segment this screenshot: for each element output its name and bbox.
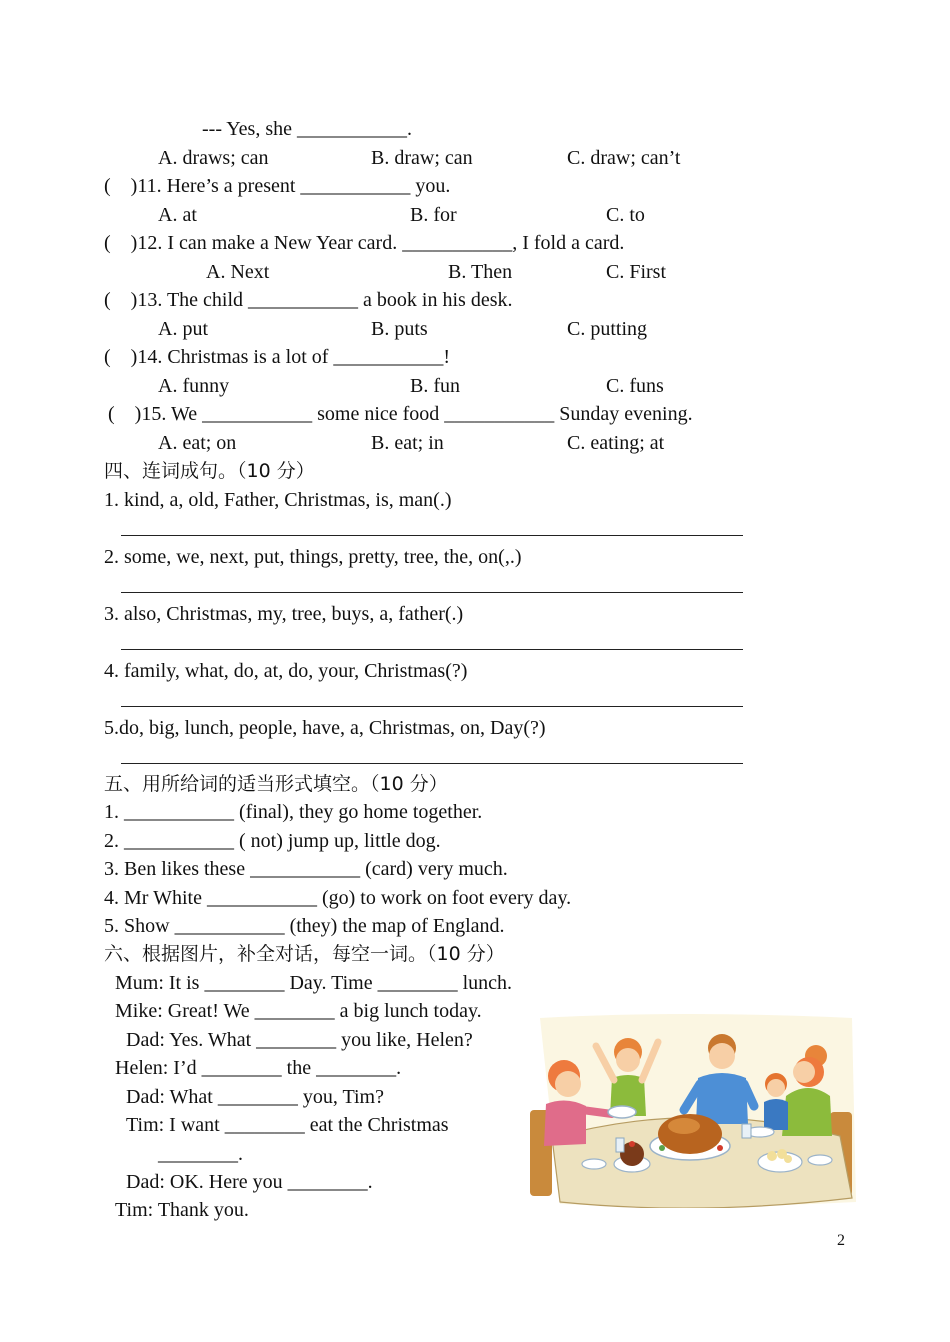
christmas-lunch-illustration [524, 1012, 860, 1208]
q15-option-a: A. eat; on [158, 432, 237, 454]
question-13: ( )13. The child ___________ a book in his desk. [104, 289, 513, 311]
question-12: ( )12. I can make a New Year card. ___________, I fold a card. [104, 232, 625, 254]
q15-option-c: C. eating; at [567, 432, 665, 454]
q14-option-b: B. fun [410, 375, 460, 397]
dialogue-line-3: Dad: Yes. What ________ you like, Helen? [126, 1029, 473, 1051]
section-4-heading: 四、连词成句。（10 分） [104, 460, 315, 482]
answer-line-4[interactable] [121, 706, 743, 707]
q15-option-b: B. eat; in [371, 432, 444, 454]
s4-item-2: 2. some, we, next, put, things, pretty, tree, the, on(,.) [104, 546, 522, 568]
section-5-heading: 五、用所给词的适当形式填空。（10 分） [104, 773, 448, 795]
dialogue-line-1: Mum: It is ________ Day. Time ________ lunch. [115, 972, 513, 994]
dialogue-line-4: Helen: I’d ________ the ________. [115, 1057, 402, 1079]
s5-item-4: 4. Mr White ___________ (go) to work on foot every day. [104, 887, 572, 909]
question-11: ( )11. Here’s a present ___________ you. [104, 175, 451, 197]
s5-item-3: 3. Ben likes these ___________ (card) very much. [104, 858, 508, 880]
answer-line-5[interactable] [121, 763, 743, 764]
dialogue-line-2: Mike: Great! We ________ a big lunch today. [115, 1000, 482, 1022]
s4-item-4: 4. family, what, do, at, do, your, Christmas(?) [104, 660, 468, 682]
s5-item-2: 2. ___________ ( not) jump up, little dog. [104, 830, 441, 852]
q10-option-a: A. draws; can [158, 147, 269, 169]
q14-option-a: A. funny [158, 375, 230, 397]
dialogue-line-8: Tim: Thank you. [115, 1199, 249, 1221]
answer-line-2[interactable] [121, 592, 743, 593]
q13-option-a: A. put [158, 318, 208, 340]
dialogue-line-5: Dad: What ________ you, Tim? [126, 1086, 384, 1108]
answer-line-3[interactable] [121, 649, 743, 650]
answer-line-1[interactable] [121, 535, 743, 536]
q13-option-b: B. puts [371, 318, 428, 340]
dialogue-line-6-cont: ________. [158, 1143, 243, 1165]
s4-item-5: 5.do, big, lunch, people, have, a, Christmas, on, Day(?) [104, 717, 546, 739]
question-15: ( )15. We ___________ some nice food ___________ Sunday evening. [108, 403, 693, 425]
page-number: 2 [837, 1232, 845, 1249]
dialogue-line-7: Dad: OK. Here you ________. [126, 1171, 373, 1193]
s5-item-5: 5. Show ___________ (they) the map of England. [104, 915, 505, 937]
q11-option-c: C. to [606, 204, 645, 226]
q11-option-a: A. at [158, 204, 197, 226]
s4-item-3: 3. also, Christmas, my, tree, buys, a, father(.) [104, 603, 464, 625]
answer-line-q10: --- Yes, she ___________. [202, 118, 412, 140]
dialogue-line-6: Tim: I want ________ eat the Christmas [126, 1114, 449, 1136]
q10-option-b: B. draw; can [371, 147, 473, 169]
s4-item-1: 1. kind, a, old, Father, Christmas, is, man(.) [104, 489, 452, 511]
q12-option-b: B. Then [448, 261, 513, 283]
q10-option-c: C. draw; can’t [567, 147, 681, 169]
q12-option-c: C. First [606, 261, 667, 283]
q13-option-c: C. putting [567, 318, 648, 340]
q11-option-b: B. for [410, 204, 457, 226]
question-14: ( )14. Christmas is a lot of ___________! [104, 346, 451, 368]
section-6-heading: 六、根据图片，补全对话，每空一词。（10 分） [104, 943, 505, 965]
q12-option-a: A. Next [206, 261, 270, 283]
s5-item-1: 1. ___________ (final), they go home together. [104, 801, 483, 823]
q14-option-c: C. funs [606, 375, 664, 397]
